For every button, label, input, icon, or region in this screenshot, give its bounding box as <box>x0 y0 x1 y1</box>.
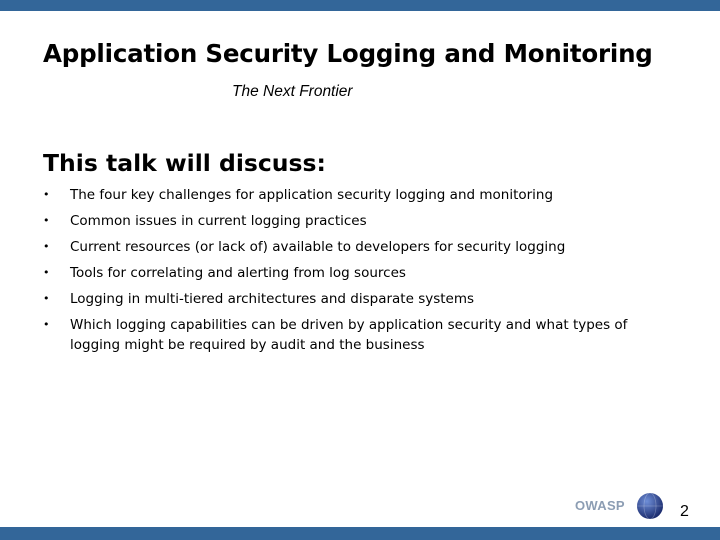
bullet-icon: • <box>43 214 50 227</box>
bullet-text: Common issues in current logging practices <box>70 213 367 229</box>
bullet-icon: • <box>43 240 50 253</box>
bullet-text: Tools for correlating and alerting from log sources <box>70 265 406 281</box>
bullet-icon: • <box>43 292 50 305</box>
bullet-item <box>43 185 663 205</box>
slide-subtitle: The Next Frontier <box>232 83 353 100</box>
bullet-icon: • <box>43 318 50 331</box>
bullet-item <box>43 211 663 231</box>
bullet-list <box>43 185 663 361</box>
bullet-text: Which logging capabilities can be driven by application security and what types of logging might be required by audit and the business <box>70 317 628 353</box>
top-banner-bar <box>0 0 720 11</box>
bullet-icon: • <box>43 266 50 279</box>
slide-title: Application Security Logging and Monitoring <box>43 39 653 68</box>
bullet-text: Logging in multi-tiered architectures and disparate systems <box>70 291 475 307</box>
page-number: 2 <box>680 503 689 520</box>
bullet-text: Current resources (or lack of) available to developers for security logging <box>70 239 566 255</box>
bottom-banner-bar <box>0 527 720 540</box>
bullet-item <box>43 289 663 309</box>
bullet-text: The four key challenges for application security logging and monitoring <box>70 187 554 203</box>
bullet-item <box>43 315 663 355</box>
section-heading: This talk will discuss: <box>43 149 326 177</box>
bullet-icon: • <box>43 188 50 201</box>
globe-icon <box>636 492 664 520</box>
bullet-item <box>43 263 663 283</box>
owasp-logo-text: OWASP <box>575 498 625 513</box>
bullet-item <box>43 237 663 257</box>
